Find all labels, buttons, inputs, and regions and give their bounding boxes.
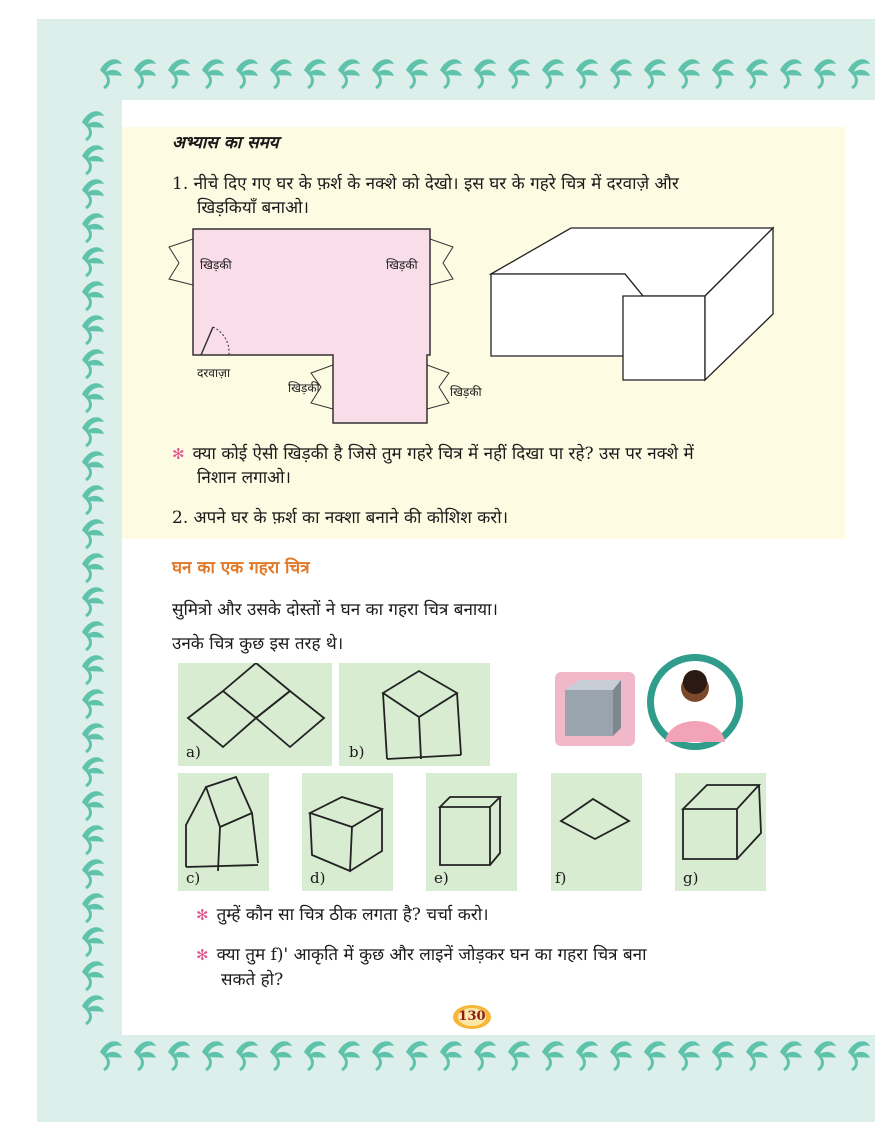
panel-b bbox=[339, 663, 490, 766]
leaf-ornament bbox=[372, 1041, 394, 1070]
leaf-ornament bbox=[780, 59, 802, 88]
question-1-line-2: खिड़कियाँ बनाओ। bbox=[197, 198, 309, 218]
page-number-badge bbox=[452, 1004, 492, 1030]
leaf-ornament bbox=[202, 1041, 224, 1070]
leaf-ornament bbox=[82, 825, 104, 854]
leaf-ornament bbox=[270, 1041, 292, 1070]
bullet-3-line-2: सकते हो? bbox=[221, 970, 284, 990]
leaf-ornament bbox=[440, 1041, 462, 1070]
leaf-ornament bbox=[82, 213, 104, 242]
panel-e bbox=[426, 773, 517, 891]
section-heading: घन का एक गहरा चित्र bbox=[172, 558, 310, 578]
plan-label-window-bottom-left: खिड़की bbox=[288, 381, 320, 395]
panel-d bbox=[302, 773, 393, 891]
panel-d-label: d) bbox=[310, 869, 326, 887]
panel-e-label: e) bbox=[434, 869, 449, 887]
leaf-ornament bbox=[168, 59, 190, 88]
leaf-ornament bbox=[202, 59, 224, 88]
section-para-1: सुमित्रो और उसके दोस्तों ने घन का गहरा चित्र बनाया। bbox=[172, 600, 498, 620]
leaf-ornament bbox=[678, 59, 700, 88]
leaf-ornament bbox=[746, 59, 768, 88]
leaf-ornament bbox=[82, 417, 104, 446]
bullet-3-line-1: ✻ क्या तुम f)' आकृति में कुछ और लाइनें जोड़कर घन का गहरा चित्र बना bbox=[196, 945, 647, 965]
leaf-ornament bbox=[82, 655, 104, 684]
leaf-ornament bbox=[508, 59, 530, 88]
leaf-ornament bbox=[644, 59, 666, 88]
leaf-ornament bbox=[82, 995, 104, 1024]
page-number: 130 bbox=[458, 1009, 486, 1024]
exercise-heading: अभ्यास का समय bbox=[172, 133, 279, 153]
panel-c-label: c) bbox=[186, 869, 201, 887]
asterisk-icon: ✻ bbox=[196, 946, 209, 964]
leaf-ornament bbox=[82, 757, 104, 786]
leaf-ornament bbox=[474, 1041, 496, 1070]
leaf-ornament bbox=[304, 1041, 326, 1070]
asterisk-icon: ✻ bbox=[196, 906, 209, 924]
leaf-ornament bbox=[82, 927, 104, 956]
leaf-ornament bbox=[100, 59, 122, 88]
leaf-ornament bbox=[508, 1041, 530, 1070]
plan-label-door: दरवाज़ा bbox=[197, 366, 231, 380]
panel-f bbox=[551, 773, 642, 891]
leaf-ornament bbox=[82, 519, 104, 548]
leaf-ornament bbox=[82, 723, 104, 752]
leaf-ornament bbox=[82, 179, 104, 208]
leaf-ornament bbox=[542, 1041, 564, 1070]
leaf-ornament bbox=[82, 451, 104, 480]
leaf-ornament bbox=[712, 1041, 734, 1070]
leaf-ornament bbox=[82, 791, 104, 820]
cube-photo bbox=[555, 672, 635, 746]
panel-f-label: f) bbox=[555, 869, 567, 887]
panel-g bbox=[675, 773, 766, 891]
bullet-1-line-2: निशान लगाओ। bbox=[197, 468, 291, 488]
leaf-ornament bbox=[712, 59, 734, 88]
leaf-ornament bbox=[236, 1041, 258, 1070]
leaf-ornament bbox=[304, 59, 326, 88]
leaf-ornament bbox=[848, 59, 870, 88]
leaf-ornament bbox=[82, 315, 104, 344]
plan-label-window-top-right: खिड़की bbox=[386, 258, 418, 272]
leaf-ornament bbox=[134, 1041, 156, 1070]
leaf-ornament bbox=[82, 383, 104, 412]
leaf-ornament bbox=[82, 111, 104, 140]
leaf-ornament bbox=[372, 59, 394, 88]
plan-label-window-bottom-right: खिड़की bbox=[450, 385, 482, 399]
panel-a-label: a) bbox=[186, 743, 201, 761]
leaf-ornament bbox=[338, 59, 360, 88]
leaf-ornament bbox=[82, 621, 104, 650]
bullet-2: ✻ तुम्हें कौन सा चित्र ठीक लगता है? चर्चा करो। bbox=[196, 905, 489, 925]
leaf-ornament bbox=[406, 1041, 428, 1070]
panel-a bbox=[178, 663, 332, 766]
leaf-ornament bbox=[82, 553, 104, 582]
leaf-ornament bbox=[814, 1041, 836, 1070]
leaf-ornament bbox=[82, 893, 104, 922]
leaf-ornament bbox=[134, 59, 156, 88]
house-3d-drawing bbox=[485, 222, 780, 387]
leaf-ornament bbox=[780, 1041, 802, 1070]
panel-b-label: b) bbox=[349, 743, 365, 761]
leaf-ornament bbox=[82, 689, 104, 718]
leaf-ornament bbox=[440, 59, 462, 88]
panel-c bbox=[178, 773, 269, 891]
leaf-ornament bbox=[82, 349, 104, 378]
section-para-2: उनके चित्र कुछ इस तरह थे। bbox=[172, 634, 344, 654]
leaf-ornament bbox=[270, 59, 292, 88]
leaf-ornament bbox=[236, 59, 258, 88]
child-avatar bbox=[641, 652, 749, 752]
bullet-1-line-1: ✻ क्या कोई ऐसी खिड़की है जिसे तुम गहरे चित्र में नहीं दिखा पा रहे? उस पर नक्शे में bbox=[172, 444, 694, 464]
leaf-ornament bbox=[82, 587, 104, 616]
leaf-ornament bbox=[82, 961, 104, 990]
plan-label-window-top-left: खिड़की bbox=[200, 258, 232, 272]
leaf-ornament bbox=[610, 59, 632, 88]
leaf-ornament bbox=[82, 247, 104, 276]
leaf-ornament bbox=[848, 1041, 870, 1070]
leaf-ornament bbox=[406, 59, 428, 88]
leaf-ornament bbox=[746, 1041, 768, 1070]
leaf-ornament bbox=[82, 485, 104, 514]
leaf-ornament bbox=[814, 59, 836, 88]
question-2: 2. अपने घर के फ़र्श का नक्शा बनाने की कोशिश करो। bbox=[172, 508, 509, 528]
leaf-ornament bbox=[576, 1041, 598, 1070]
leaf-ornament bbox=[576, 59, 598, 88]
leaf-ornament bbox=[82, 145, 104, 174]
leaf-ornament bbox=[610, 1041, 632, 1070]
leaf-ornament bbox=[100, 1041, 122, 1070]
leaf-ornament bbox=[644, 1041, 666, 1070]
leaf-ornament bbox=[338, 1041, 360, 1070]
question-1-line-1: 1. नीचे दिए गए घर के फ़र्श के नक्शे को देखो। इस घर के गहरे चित्र में दरवाज़े और bbox=[172, 174, 679, 194]
leaf-ornament bbox=[678, 1041, 700, 1070]
leaf-ornament bbox=[474, 59, 496, 88]
leaf-ornament bbox=[168, 1041, 190, 1070]
panel-g-label: g) bbox=[683, 869, 699, 887]
leaf-ornament bbox=[82, 281, 104, 310]
leaf-ornament bbox=[542, 59, 564, 88]
leaf-ornament bbox=[82, 859, 104, 888]
asterisk-icon: ✻ bbox=[172, 445, 185, 463]
